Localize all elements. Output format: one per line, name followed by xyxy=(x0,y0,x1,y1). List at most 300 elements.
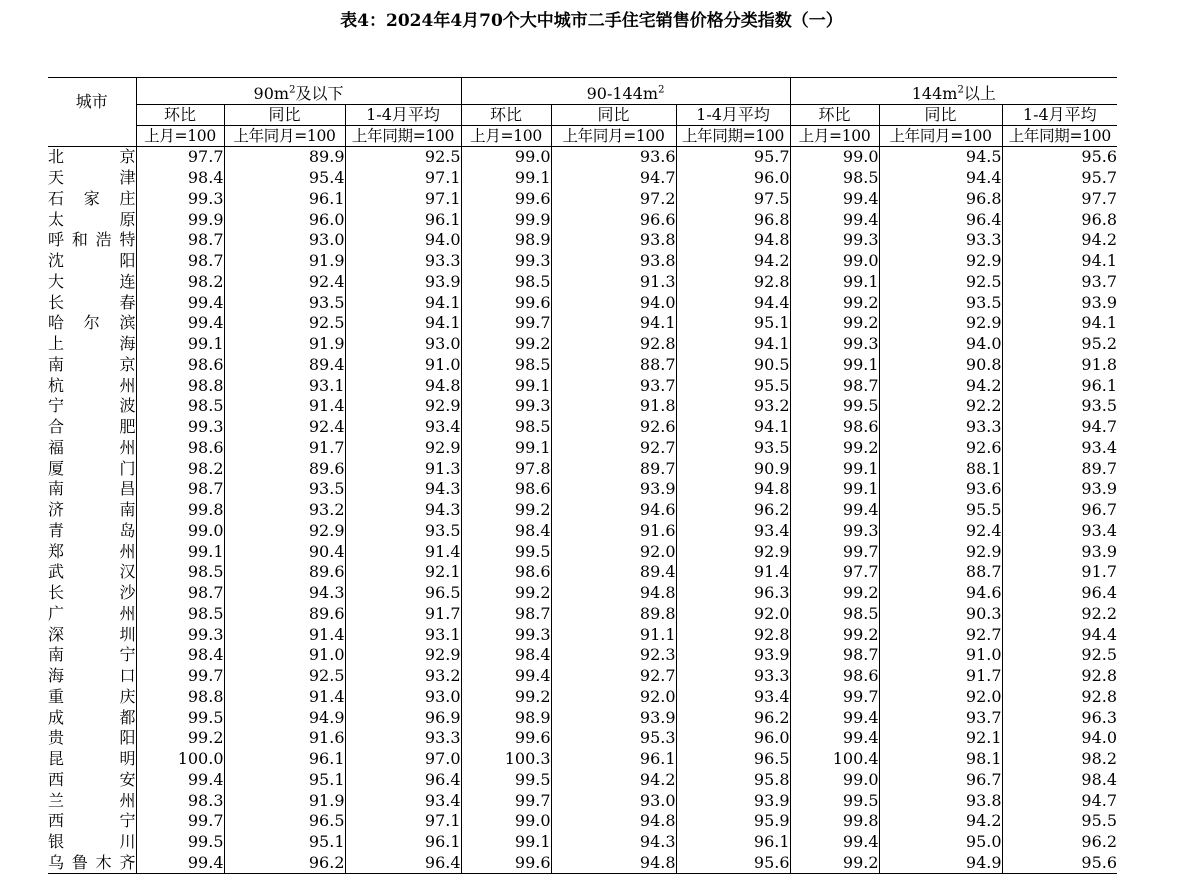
index-value: 98.7 xyxy=(461,604,551,625)
index-value: 95.6 xyxy=(676,853,790,874)
table-title: 表4：2024年4月70个大中城市二手住宅销售价格分类指数（一） xyxy=(340,11,843,31)
table-row xyxy=(48,541,1117,562)
table-row xyxy=(48,521,1117,542)
index-value: 96.1 xyxy=(224,749,345,770)
index-value: 94.8 xyxy=(345,375,461,396)
table-row xyxy=(48,209,1117,230)
index-value: 92.7 xyxy=(551,666,676,687)
index-value: 93.9 xyxy=(1002,292,1117,313)
index-value: 92.5 xyxy=(224,666,345,687)
index-value: 99.0 xyxy=(790,770,879,791)
city-name: 上海 xyxy=(48,334,136,354)
index-value: 91.4 xyxy=(345,541,461,562)
index-value: 93.4 xyxy=(1002,438,1117,459)
table-row xyxy=(48,479,1117,500)
index-value: 93.9 xyxy=(551,707,676,728)
index-value: 93.6 xyxy=(551,147,676,168)
index-value: 95.1 xyxy=(224,832,345,853)
index-value: 99.6 xyxy=(461,853,551,874)
index-value: 100.4 xyxy=(790,749,879,770)
index-value: 98.8 xyxy=(136,687,224,708)
index-value: 96.1 xyxy=(345,209,461,230)
index-value: 93.4 xyxy=(345,790,461,811)
index-value: 93.0 xyxy=(345,687,461,708)
index-value: 94.4 xyxy=(879,168,1002,189)
base-last-month: 上月=100 xyxy=(136,126,224,147)
index-value: 96.5 xyxy=(345,583,461,604)
city-name: 杭州 xyxy=(48,375,136,395)
group-label-text: 90m xyxy=(253,84,290,103)
index-value: 99.5 xyxy=(790,790,879,811)
index-value: 97.0 xyxy=(345,749,461,770)
city-name: 长沙 xyxy=(48,583,136,603)
group-header-medium xyxy=(461,78,790,105)
table-row xyxy=(48,272,1117,293)
index-value: 99.4 xyxy=(136,853,224,874)
city-name: 沈阳 xyxy=(48,251,136,271)
city-name: 昆明 xyxy=(48,749,136,769)
index-value: 96.2 xyxy=(676,500,790,521)
index-value: 100.0 xyxy=(136,749,224,770)
city-name: 石家庄 xyxy=(48,188,136,208)
index-value: 90.8 xyxy=(879,355,1002,376)
index-value: 93.8 xyxy=(551,251,676,272)
index-value: 99.7 xyxy=(136,666,224,687)
table-row xyxy=(48,147,1117,168)
index-value: 98.5 xyxy=(461,417,551,438)
index-value: 94.0 xyxy=(345,230,461,251)
city-name: 福州 xyxy=(48,437,136,457)
index-value: 90.9 xyxy=(676,458,790,479)
city-header-spacer xyxy=(48,126,136,147)
base-last-month: 上月=100 xyxy=(461,126,551,147)
index-value: 89.7 xyxy=(551,458,676,479)
index-value: 99.7 xyxy=(136,811,224,832)
index-value: 99.1 xyxy=(461,168,551,189)
city-name: 西宁 xyxy=(48,811,136,831)
index-value: 94.8 xyxy=(551,811,676,832)
index-value: 94.8 xyxy=(551,583,676,604)
city-name: 天津 xyxy=(48,168,136,188)
index-value: 91.8 xyxy=(1002,355,1117,376)
index-value: 99.2 xyxy=(790,853,879,874)
index-value: 93.9 xyxy=(676,645,790,666)
table-row xyxy=(48,749,1117,770)
index-value: 99.3 xyxy=(790,521,879,542)
city-name: 大连 xyxy=(48,271,136,291)
index-value: 92.6 xyxy=(879,438,1002,459)
index-value: 99.7 xyxy=(790,541,879,562)
sub-header-avg: 1-4月平均 xyxy=(676,105,790,126)
index-value: 91.8 xyxy=(551,396,676,417)
index-value: 98.5 xyxy=(136,562,224,583)
index-value: 93.4 xyxy=(1002,521,1117,542)
index-value: 95.5 xyxy=(676,375,790,396)
index-value: 93.6 xyxy=(879,479,1002,500)
index-value: 98.8 xyxy=(136,375,224,396)
index-value: 89.4 xyxy=(551,562,676,583)
index-value: 98.6 xyxy=(790,666,879,687)
index-value: 91.9 xyxy=(224,251,345,272)
index-value: 96.9 xyxy=(345,707,461,728)
index-value: 92.1 xyxy=(345,562,461,583)
index-value: 93.9 xyxy=(345,272,461,293)
index-value: 98.2 xyxy=(1002,749,1117,770)
table-row xyxy=(48,770,1117,791)
index-value: 92.6 xyxy=(551,417,676,438)
index-value: 99.4 xyxy=(790,832,879,853)
index-value: 96.4 xyxy=(1002,583,1117,604)
group-header-small xyxy=(136,78,461,105)
group-label-text: 144m xyxy=(911,84,958,103)
sub-header-mom: 环比 xyxy=(790,105,879,126)
index-value: 94.1 xyxy=(1002,251,1117,272)
index-value: 99.1 xyxy=(790,272,879,293)
index-value: 99.2 xyxy=(790,438,879,459)
group-label-sup: 2 xyxy=(957,84,964,96)
index-value: 95.8 xyxy=(676,770,790,791)
index-value: 93.0 xyxy=(551,790,676,811)
index-value: 93.5 xyxy=(345,521,461,542)
index-value: 90.3 xyxy=(879,604,1002,625)
index-value: 95.6 xyxy=(1002,147,1117,168)
city-name: 重庆 xyxy=(48,686,136,706)
index-value: 92.9 xyxy=(224,521,345,542)
index-value: 94.1 xyxy=(345,292,461,313)
index-value: 89.8 xyxy=(551,604,676,625)
index-value: 94.3 xyxy=(345,479,461,500)
table-row xyxy=(48,832,1117,853)
base-last-year-month: 上年同月=100 xyxy=(224,126,345,147)
index-value: 99.2 xyxy=(461,334,551,355)
index-value: 96.3 xyxy=(676,583,790,604)
index-value: 93.5 xyxy=(879,292,1002,313)
index-value: 88.7 xyxy=(551,355,676,376)
index-value: 93.2 xyxy=(676,396,790,417)
index-value: 97.7 xyxy=(136,147,224,168)
city-name: 长春 xyxy=(48,292,136,312)
index-value: 94.7 xyxy=(551,168,676,189)
index-value: 93.1 xyxy=(224,375,345,396)
table-row xyxy=(48,811,1117,832)
index-value: 99.1 xyxy=(136,541,224,562)
index-value: 94.3 xyxy=(345,500,461,521)
city-column-header: 城市 xyxy=(48,78,136,126)
index-value: 96.4 xyxy=(345,770,461,791)
index-value: 91.7 xyxy=(345,604,461,625)
base-last-year-month: 上年同月=100 xyxy=(879,126,1002,147)
index-value: 92.5 xyxy=(224,313,345,334)
index-value: 96.6 xyxy=(551,209,676,230)
index-value: 94.0 xyxy=(1002,728,1117,749)
city-name: 广州 xyxy=(48,603,136,623)
index-value: 94.1 xyxy=(551,313,676,334)
index-value: 92.9 xyxy=(345,396,461,417)
group-label-text: 90-144m xyxy=(586,84,659,103)
index-value: 92.7 xyxy=(879,624,1002,645)
index-value: 98.4 xyxy=(461,521,551,542)
index-value: 95.9 xyxy=(676,811,790,832)
index-value: 96.8 xyxy=(879,189,1002,210)
index-value: 98.4 xyxy=(461,645,551,666)
index-value: 98.6 xyxy=(136,438,224,459)
index-value: 95.1 xyxy=(224,770,345,791)
index-value: 92.5 xyxy=(1002,645,1117,666)
index-value: 94.4 xyxy=(676,292,790,313)
table-row xyxy=(48,728,1117,749)
index-value: 99.4 xyxy=(790,500,879,521)
index-value: 93.1 xyxy=(345,624,461,645)
city-name: 西安 xyxy=(48,769,136,789)
index-value: 89.6 xyxy=(224,604,345,625)
index-value: 96.2 xyxy=(224,853,345,874)
index-value: 96.5 xyxy=(224,811,345,832)
index-value: 97.5 xyxy=(676,189,790,210)
index-value: 89.9 xyxy=(224,147,345,168)
city-name: 北京 xyxy=(48,147,136,167)
sub-header-mom: 环比 xyxy=(461,105,551,126)
index-value: 95.3 xyxy=(551,728,676,749)
index-value: 92.8 xyxy=(676,272,790,293)
index-value: 99.4 xyxy=(461,666,551,687)
table-row xyxy=(48,375,1117,396)
index-value: 94.2 xyxy=(879,811,1002,832)
index-value: 99.4 xyxy=(136,313,224,334)
index-value: 96.8 xyxy=(676,209,790,230)
index-value: 93.5 xyxy=(224,292,345,313)
index-value: 99.5 xyxy=(136,707,224,728)
index-value: 99.1 xyxy=(136,334,224,355)
header-base-row xyxy=(48,126,1117,147)
index-value: 92.0 xyxy=(879,687,1002,708)
index-value: 92.2 xyxy=(879,396,1002,417)
index-value: 94.5 xyxy=(879,147,1002,168)
index-value: 92.4 xyxy=(879,521,1002,542)
index-value: 99.0 xyxy=(136,521,224,542)
index-value: 98.6 xyxy=(461,479,551,500)
index-value: 98.7 xyxy=(790,375,879,396)
index-value: 91.7 xyxy=(1002,562,1117,583)
index-value: 96.0 xyxy=(676,728,790,749)
index-value: 99.4 xyxy=(790,189,879,210)
table-row xyxy=(48,562,1117,583)
index-value: 99.7 xyxy=(461,790,551,811)
city-name: 贵阳 xyxy=(48,728,136,748)
index-value: 99.3 xyxy=(461,251,551,272)
index-value: 93.5 xyxy=(1002,396,1117,417)
index-value: 90.4 xyxy=(224,541,345,562)
index-value: 99.1 xyxy=(461,438,551,459)
index-value: 95.2 xyxy=(1002,334,1117,355)
index-value: 92.8 xyxy=(676,624,790,645)
index-value: 95.0 xyxy=(879,832,1002,853)
index-value: 93.3 xyxy=(345,728,461,749)
index-value: 95.1 xyxy=(676,313,790,334)
index-value: 98.4 xyxy=(1002,770,1117,791)
index-value: 89.4 xyxy=(224,355,345,376)
index-value: 99.0 xyxy=(790,251,879,272)
index-value: 96.8 xyxy=(1002,209,1117,230)
index-value: 91.0 xyxy=(879,645,1002,666)
index-value: 99.0 xyxy=(461,811,551,832)
index-value: 98.7 xyxy=(790,645,879,666)
index-value: 94.1 xyxy=(676,417,790,438)
index-value: 91.9 xyxy=(224,790,345,811)
index-value: 95.7 xyxy=(676,147,790,168)
index-value: 98.7 xyxy=(136,583,224,604)
index-value: 92.0 xyxy=(551,541,676,562)
index-value: 93.5 xyxy=(224,479,345,500)
index-value: 89.7 xyxy=(1002,458,1117,479)
index-value: 91.4 xyxy=(224,624,345,645)
city-name: 南宁 xyxy=(48,645,136,665)
table-row xyxy=(48,417,1117,438)
index-value: 93.4 xyxy=(676,687,790,708)
city-name: 厦门 xyxy=(48,458,136,478)
index-value: 99.1 xyxy=(790,479,879,500)
index-value: 91.6 xyxy=(224,728,345,749)
index-value: 99.0 xyxy=(790,147,879,168)
index-value: 99.6 xyxy=(461,292,551,313)
index-value: 94.2 xyxy=(1002,230,1117,251)
table-row xyxy=(48,230,1117,251)
index-value: 98.2 xyxy=(136,272,224,293)
index-value: 94.0 xyxy=(879,334,1002,355)
index-value: 91.4 xyxy=(224,687,345,708)
index-value: 94.8 xyxy=(676,479,790,500)
index-value: 96.1 xyxy=(551,749,676,770)
table-row xyxy=(48,334,1117,355)
index-value: 98.5 xyxy=(136,604,224,625)
index-value: 94.6 xyxy=(551,500,676,521)
table-row xyxy=(48,500,1117,521)
index-value: 93.0 xyxy=(224,230,345,251)
index-value: 98.4 xyxy=(136,168,224,189)
index-value: 94.2 xyxy=(879,375,1002,396)
index-value: 94.3 xyxy=(551,832,676,853)
index-value: 98.7 xyxy=(136,479,224,500)
index-value: 91.7 xyxy=(224,438,345,459)
table-row xyxy=(48,438,1117,459)
index-value: 99.1 xyxy=(790,458,879,479)
index-value: 92.7 xyxy=(551,438,676,459)
index-value: 92.1 xyxy=(879,728,1002,749)
index-value: 96.3 xyxy=(1002,707,1117,728)
table-row xyxy=(48,168,1117,189)
index-value: 99.3 xyxy=(461,624,551,645)
index-value: 93.8 xyxy=(879,790,1002,811)
group-label-sup: 2 xyxy=(289,84,296,96)
index-value: 95.5 xyxy=(1002,811,1117,832)
city-name: 合肥 xyxy=(48,417,136,437)
index-value: 99.5 xyxy=(790,396,879,417)
index-value: 91.7 xyxy=(879,666,1002,687)
table-row xyxy=(48,396,1117,417)
index-value: 91.9 xyxy=(224,334,345,355)
index-value: 92.5 xyxy=(879,272,1002,293)
index-value: 91.3 xyxy=(345,458,461,479)
table-row xyxy=(48,355,1117,376)
index-value: 99.4 xyxy=(136,292,224,313)
index-value: 99.2 xyxy=(461,583,551,604)
index-value: 94.2 xyxy=(676,251,790,272)
index-value: 96.5 xyxy=(676,749,790,770)
index-value: 93.5 xyxy=(676,438,790,459)
sub-header-yoy: 同比 xyxy=(224,105,345,126)
city-name: 武汉 xyxy=(48,562,136,582)
index-value: 99.4 xyxy=(790,707,879,728)
index-value: 96.1 xyxy=(676,832,790,853)
index-value: 96.7 xyxy=(1002,500,1117,521)
index-value: 92.9 xyxy=(345,645,461,666)
index-value: 91.0 xyxy=(345,355,461,376)
index-value: 94.1 xyxy=(345,313,461,334)
index-value: 93.4 xyxy=(676,521,790,542)
index-value: 92.0 xyxy=(676,604,790,625)
base-last-year-month: 上年同月=100 xyxy=(551,126,676,147)
table-row xyxy=(48,292,1117,313)
index-value: 98.3 xyxy=(136,790,224,811)
index-value: 93.7 xyxy=(879,707,1002,728)
index-value: 99.2 xyxy=(136,728,224,749)
index-value: 99.2 xyxy=(790,624,879,645)
index-value: 94.9 xyxy=(224,707,345,728)
index-value: 98.1 xyxy=(879,749,1002,770)
table-body xyxy=(48,147,1117,874)
index-value: 93.4 xyxy=(345,417,461,438)
index-value: 98.9 xyxy=(461,707,551,728)
index-value: 96.2 xyxy=(676,707,790,728)
table-row xyxy=(48,583,1117,604)
index-value: 90.5 xyxy=(676,355,790,376)
index-value: 99.2 xyxy=(461,500,551,521)
city-name: 宁波 xyxy=(48,396,136,416)
index-value: 97.7 xyxy=(1002,189,1117,210)
group-header-large xyxy=(790,78,1117,105)
base-last-year-period: 上年同期=100 xyxy=(676,126,790,147)
index-value: 93.8 xyxy=(551,230,676,251)
index-value: 91.0 xyxy=(224,645,345,666)
index-value: 95.6 xyxy=(1002,853,1117,874)
table-row xyxy=(48,251,1117,272)
index-value: 99.3 xyxy=(461,396,551,417)
city-name: 青岛 xyxy=(48,520,136,540)
index-value: 94.1 xyxy=(676,334,790,355)
group-label-suffix: 以上 xyxy=(963,84,996,103)
index-value: 99.4 xyxy=(136,770,224,791)
index-value: 99.5 xyxy=(136,832,224,853)
index-value: 94.7 xyxy=(1002,417,1117,438)
index-value: 99.3 xyxy=(136,189,224,210)
index-value: 94.1 xyxy=(1002,313,1117,334)
index-value: 96.0 xyxy=(224,209,345,230)
index-value: 92.5 xyxy=(345,147,461,168)
index-value: 96.1 xyxy=(1002,375,1117,396)
index-value: 96.2 xyxy=(1002,832,1117,853)
index-value: 92.9 xyxy=(879,251,1002,272)
index-value: 91.3 xyxy=(551,272,676,293)
table-row xyxy=(48,687,1117,708)
index-value: 94.7 xyxy=(1002,790,1117,811)
table-row xyxy=(48,313,1117,334)
index-value: 99.6 xyxy=(461,728,551,749)
index-value: 99.6 xyxy=(461,189,551,210)
index-value: 98.2 xyxy=(136,458,224,479)
table-row xyxy=(48,666,1117,687)
index-value: 99.1 xyxy=(790,355,879,376)
header-sub-row xyxy=(48,105,1117,126)
city-name: 呼和浩特 xyxy=(48,230,136,250)
